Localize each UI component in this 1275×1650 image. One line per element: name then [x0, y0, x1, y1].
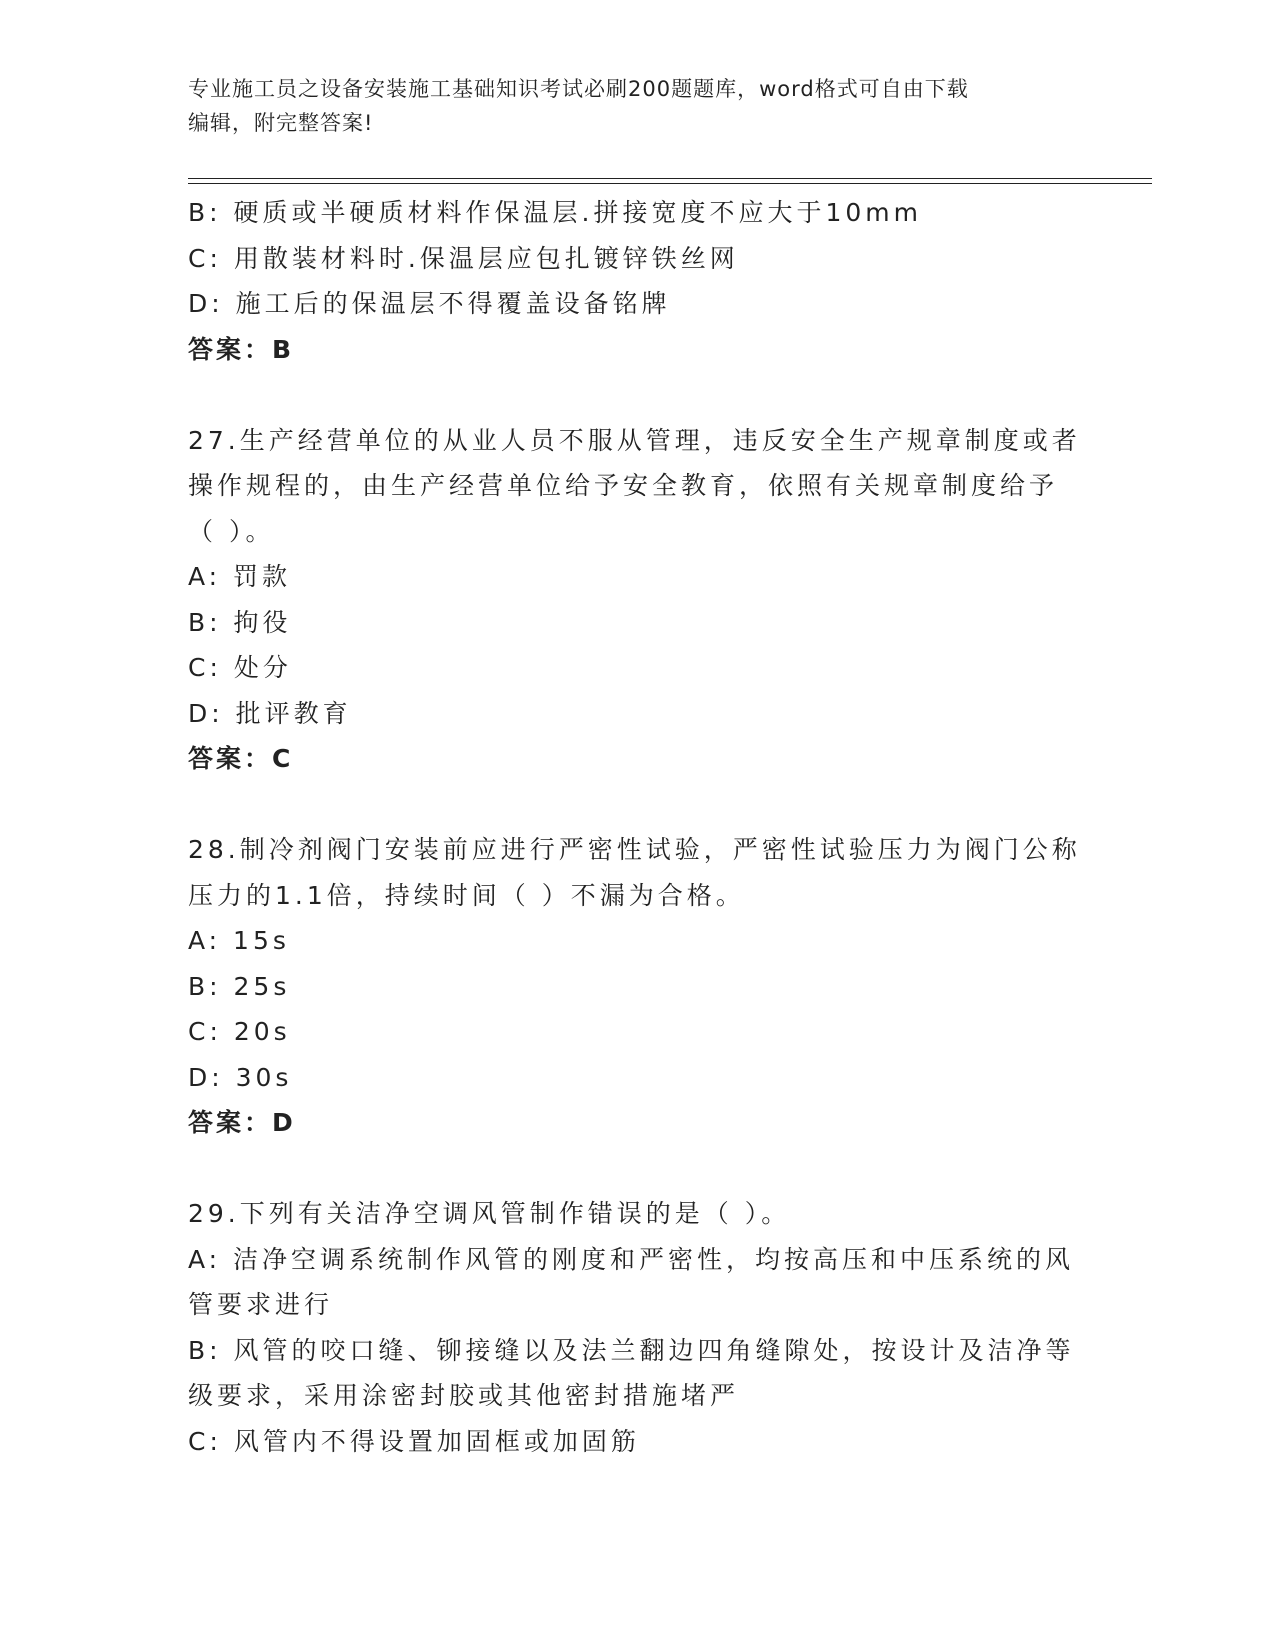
document-header — [188, 72, 1088, 140]
q28-option-c: C: 20s — [188, 1017, 291, 1046]
spacer — [188, 782, 1088, 828]
question-29 — [188, 1191, 1088, 1464]
q27-option-c: C: 处分 — [188, 653, 292, 682]
q28-option-b: B: 25s — [188, 971, 291, 1001]
q27-option-d: D: 批评教育 — [188, 698, 352, 728]
q29-option-a-line-2: 管要求进行 — [188, 1290, 334, 1319]
q28-stem-line-1: 28.制冷剂阀门安装前应进行严密性试验，严密性试验压力为阀门公称 — [188, 835, 1081, 864]
q28-option-a: A: 15s — [188, 926, 290, 955]
q26-answer: 答案：B — [188, 334, 295, 364]
spacer — [188, 1146, 1088, 1192]
q29-option-a-line-1: A: 洁净空调系统制作风管的刚度和严密性，均按高压和中压系统的风 — [188, 1244, 1075, 1274]
header-divider-bottom — [188, 183, 1152, 184]
question-content — [188, 190, 1088, 1464]
header-line-2: 编辑，附完整答案! — [188, 111, 374, 135]
q26-option-b: B: 硬质或半硬质材料作保温层.拼接宽度不应大于10mm — [188, 198, 922, 227]
q27-answer: 答案：C — [188, 744, 294, 773]
q29-stem-line-1: 29.下列有关洁净空调风管制作错误的是（ ）。 — [188, 1199, 791, 1228]
q29-option-b-line-2: 级要求，采用涂密封胶或其他密封措施堵严 — [188, 1381, 740, 1410]
q27-stem-line-3: （ ）。 — [188, 516, 275, 546]
q29-option-b-line-1: B: 风管的咬口缝、铆接缝以及法兰翻边四角缝隙处，按设计及洁净等 — [188, 1335, 1075, 1365]
q26-option-d: D: 施工后的保温层不得覆盖设备铭牌 — [188, 289, 671, 318]
question-27 — [188, 418, 1088, 782]
q29-option-c: C: 风管内不得设置加固框或加固筋 — [188, 1426, 640, 1456]
q28-stem-line-2: 压力的1.1倍，持续时间（ ）不漏为合格。 — [188, 880, 745, 910]
header-divider-top — [188, 178, 1152, 179]
spacer — [188, 372, 1088, 418]
q26-option-c: C: 用散装材料时.保温层应包扎镀锌铁丝网 — [188, 243, 739, 273]
q27-option-b: B: 拘役 — [188, 607, 292, 637]
q27-stem-line-2: 操作规程的，由生产经营单位给予安全教育，依照有关规章制度给予 — [188, 471, 1059, 500]
q27-stem-line-1: 27.生产经营单位的从业人员不服从管理，违反安全生产规章制度或者 — [188, 425, 1081, 455]
q28-option-d: D: 30s — [188, 1062, 293, 1092]
question-28 — [188, 827, 1088, 1146]
q27-option-a: A: 罚款 — [188, 562, 292, 591]
question-26-tail — [188, 190, 1088, 372]
q28-answer: 答案：D — [188, 1108, 296, 1137]
header-line-1: 专业施工员之设备安装施工基础知识考试必刷200题题库，word格式可自由下载 — [188, 77, 969, 101]
